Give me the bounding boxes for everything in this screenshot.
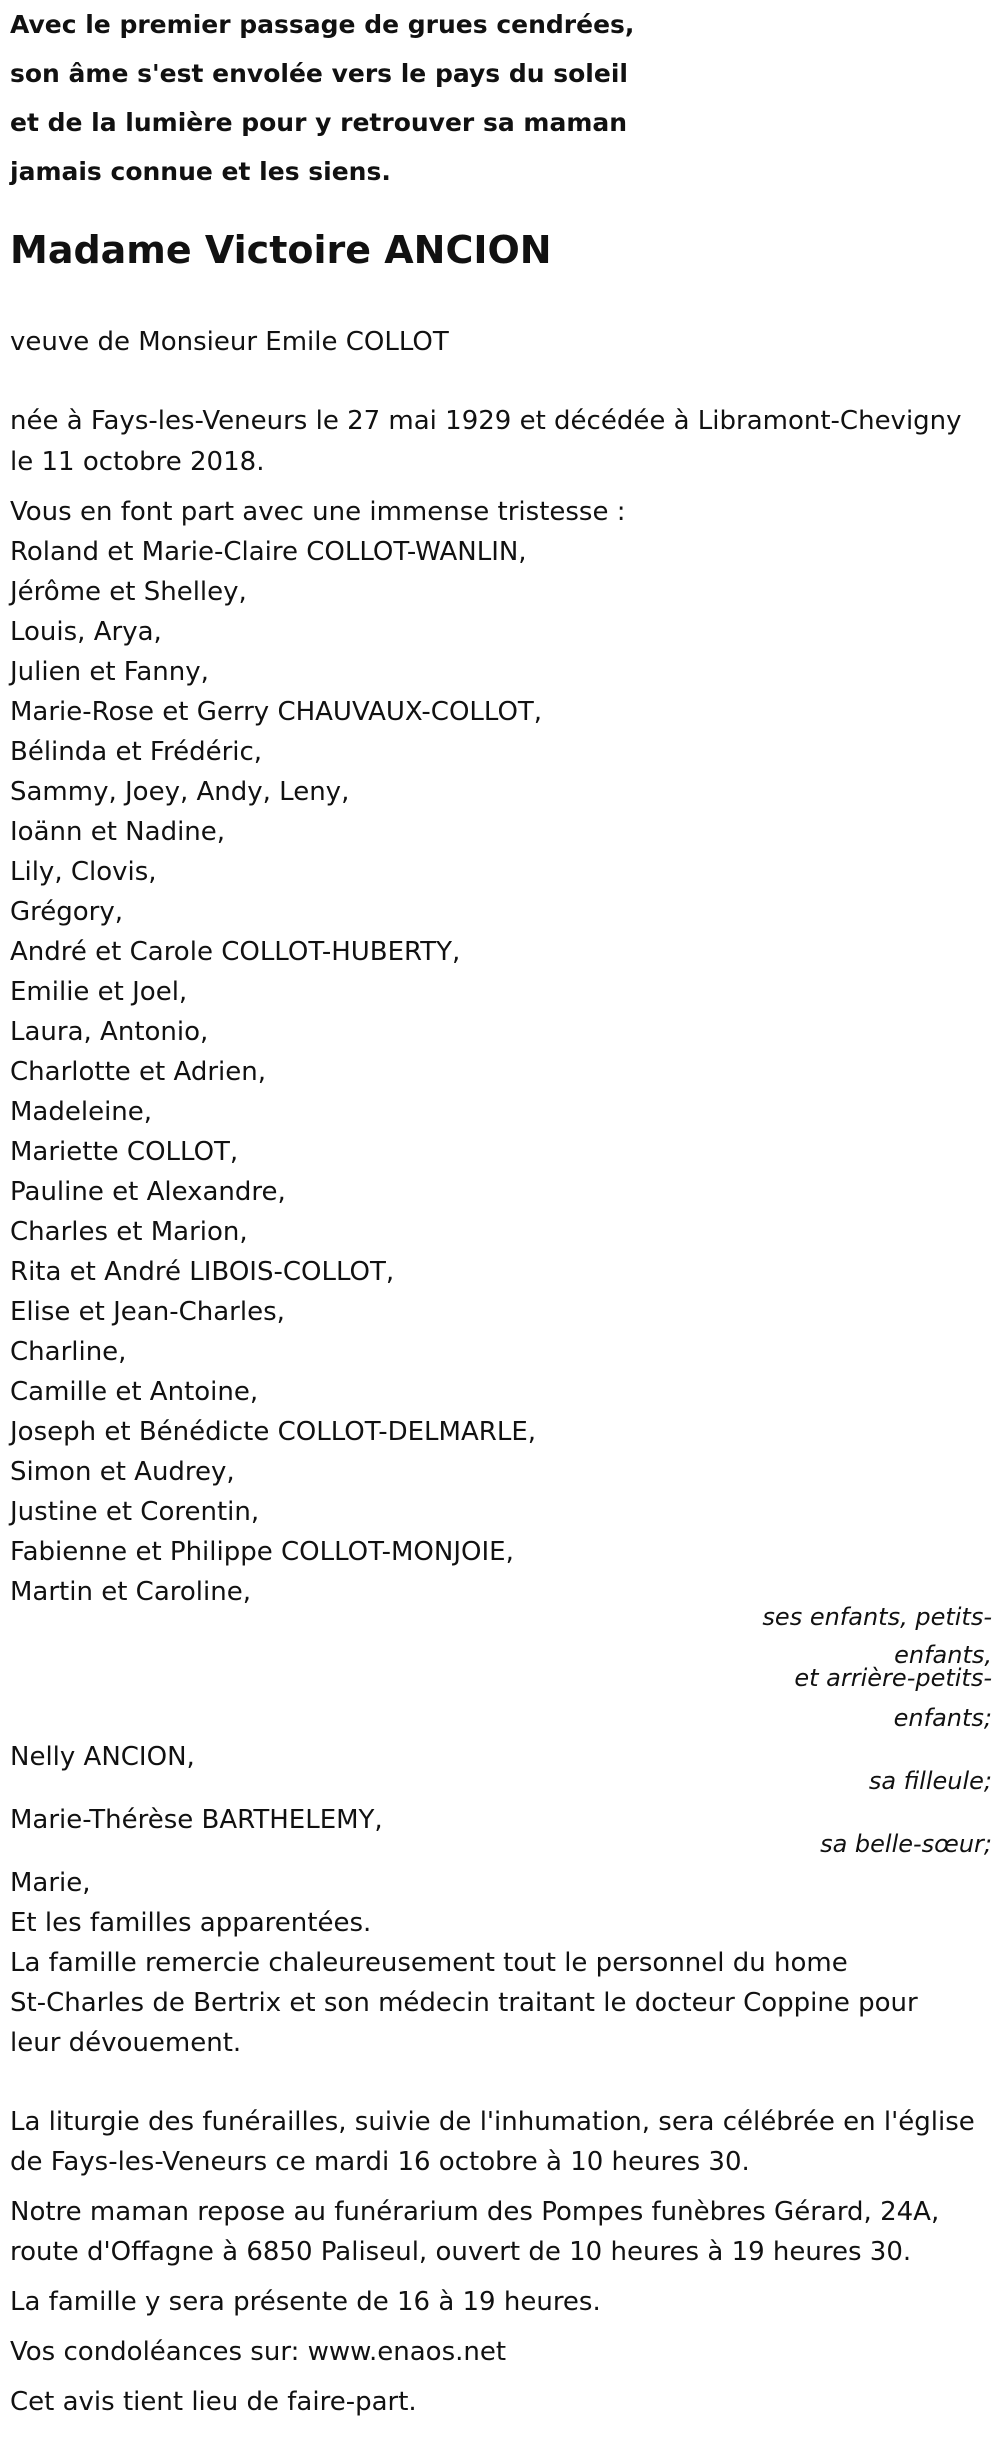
thanks-line: leur dévouement. <box>10 2028 242 2058</box>
family-member: Sammy, Joey, Andy, Leny, <box>10 777 350 807</box>
thanks-line: La famille remercie chaleureusement tout le personnel du home <box>10 1948 848 1978</box>
family-member: Laura, Antonio, <box>10 1017 209 1047</box>
family-member: Pauline et Alexandre, <box>10 1177 286 1207</box>
family-member: Charline, <box>10 1337 127 1367</box>
family-member: Joseph et Bénédicte COLLOT-DELMARLE, <box>10 1417 537 1447</box>
family-member: Roland et Marie-Claire COLLOT-WANLIN, <box>10 537 527 567</box>
family-member: Rita et André LIBOIS-COLLOT, <box>10 1257 395 1287</box>
family-member: Camille et Antoine, <box>10 1377 259 1407</box>
family-member: Ioänn et Nadine, <box>10 817 226 847</box>
announce-intro: Vous en font part avec une immense tristesse : <box>10 497 626 527</box>
family-member: Jérôme et Shelley, <box>10 577 247 607</box>
family-member: Grégory, <box>10 897 124 927</box>
role-goddaughter: sa filleule; <box>868 1767 992 1795</box>
birth-death-line: le 11 octobre 2018. <box>10 447 265 477</box>
family-member: Charlotte et Adrien, <box>10 1057 266 1087</box>
role-great-grandchildren: et arrière-petits- <box>794 1664 992 1692</box>
family-member-marie: Marie, <box>10 1868 91 1898</box>
family-member: Bélinda et Frédéric, <box>10 737 263 767</box>
presence-info: La famille y sera présente de 16 à 19 heures. <box>10 2287 601 2317</box>
family-member-nelly: Nelly ANCION, <box>10 1742 195 1772</box>
birth-death-line: née à Fays-les-Veneurs le 27 mai 1929 et décédée à Libramont-Chevigny <box>10 406 962 436</box>
role-children: enfants, <box>894 1641 992 1669</box>
family-member: Charles et Marion, <box>10 1217 248 1247</box>
family-member: Martin et Caroline, <box>10 1577 251 1607</box>
family-member: Justine et Corentin, <box>10 1497 260 1527</box>
family-member: Fabienne et Philippe COLLOT-MONJOIE, <box>10 1537 514 1567</box>
epigraph-line: et de la lumière pour y retrouver sa maman <box>10 108 628 137</box>
role-sister-in-law: sa belle-sœur; <box>820 1830 992 1858</box>
family-member-marie-therese: Marie-Thérèse BARTHELEMY, <box>10 1805 383 1835</box>
family-member: Mariette COLLOT, <box>10 1137 239 1167</box>
family-member: André et Carole COLLOT-HUBERTY, <box>10 937 461 967</box>
thanks-line: St-Charles de Bertrix et son médecin traitant le docteur Coppine pour <box>10 1988 918 2018</box>
notice-info: Cet avis tient lieu de faire-part. <box>10 2387 417 2417</box>
condolences-info: Vos condoléances sur: www.enaos.net <box>10 2337 507 2367</box>
family-member: Marie-Rose et Gerry CHAUVAUX-COLLOT, <box>10 697 543 727</box>
deceased-name: Madame Victoire ANCION <box>10 228 552 272</box>
epigraph-line: Avec le premier passage de grues cendrées, <box>10 10 635 39</box>
liturgy-line: La liturgie des funérailles, suivie de l'inhumation, sera célébrée en l'église <box>10 2107 975 2137</box>
family-member: Madeleine, <box>10 1097 153 1127</box>
role-great-grandchildren: enfants; <box>893 1704 992 1732</box>
family-member: Emilie et Joel, <box>10 977 188 1007</box>
widow-of: veuve de Monsieur Emile COLLOT <box>10 327 449 357</box>
epigraph-line: jamais connue et les siens. <box>10 157 391 186</box>
family-member: Lily, Clovis, <box>10 857 157 887</box>
funerarium-line: Notre maman repose au funérarium des Pompes funèbres Gérard, 24A, <box>10 2197 940 2227</box>
family-member: Louis, Arya, <box>10 617 162 647</box>
epigraph-line: son âme s'est envolée vers le pays du soleil <box>10 59 628 88</box>
family-member: Elise et Jean-Charles, <box>10 1297 285 1327</box>
liturgy-line: de Fays-les-Veneurs ce mardi 16 octobre à 10 heures 30. <box>10 2147 750 2177</box>
related-families: Et les familles apparentées. <box>10 1908 372 1938</box>
family-member: Julien et Fanny, <box>10 657 209 687</box>
funerarium-line: route d'Offagne à 6850 Paliseul, ouvert de 10 heures à 19 heures 30. <box>10 2237 912 2267</box>
family-member: Simon et Audrey, <box>10 1457 235 1487</box>
role-children: ses enfants, petits- <box>762 1603 992 1631</box>
